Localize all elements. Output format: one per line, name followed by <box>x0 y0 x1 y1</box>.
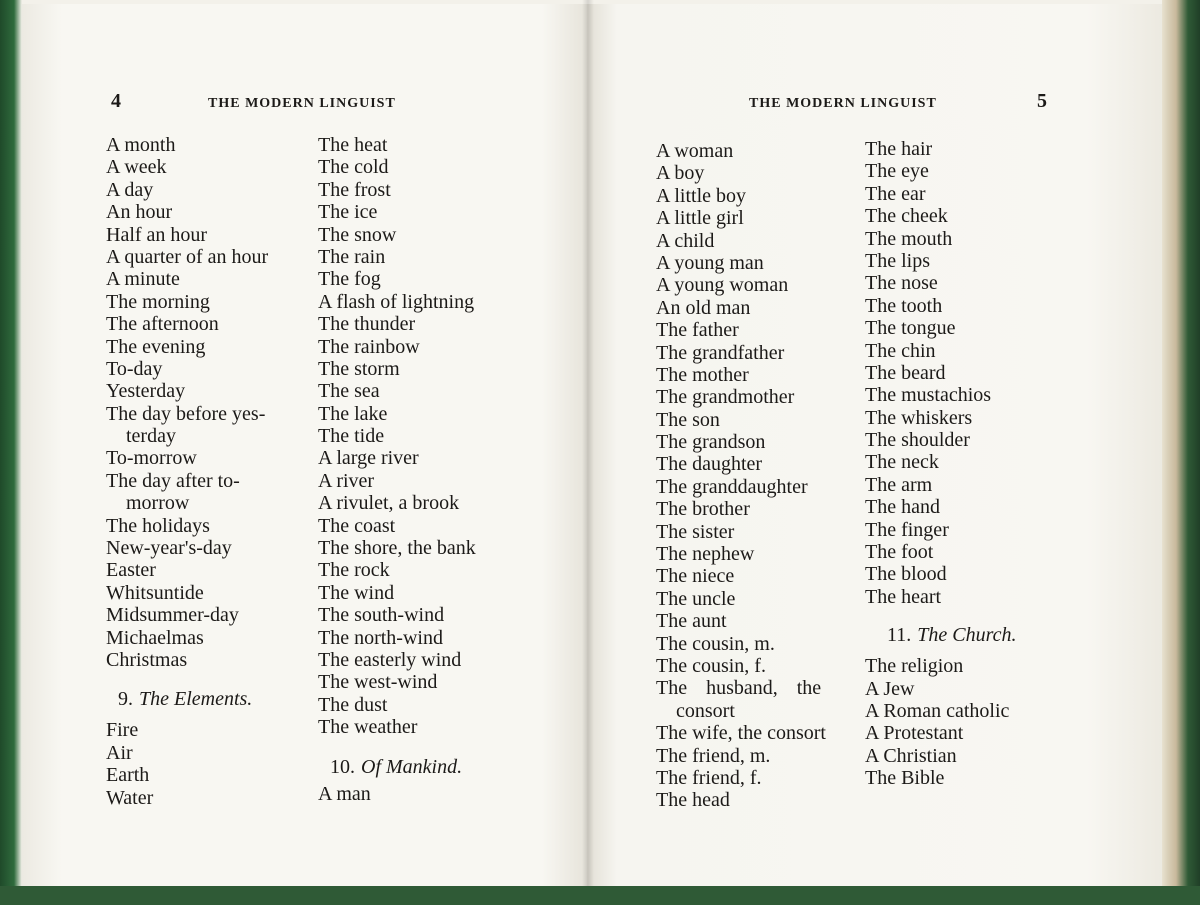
vocab-entry: The cheek <box>865 205 948 228</box>
vocab-entry: The husband, the consort <box>656 677 822 722</box>
left-column-2 <box>318 134 528 805</box>
vocab-entry: A day <box>106 178 154 201</box>
vocab-entry: A large river <box>318 447 419 470</box>
vocab-entry: Air <box>106 741 133 764</box>
vocab-entry: The west-wind <box>318 671 438 694</box>
vocab-entry: The aunt <box>656 610 727 633</box>
vocab-entry: A little girl <box>656 207 744 230</box>
vocab-entry: The sister <box>656 520 735 543</box>
vocab-entry: The sea <box>318 380 380 403</box>
vocab-entry: The rainbow <box>318 335 420 358</box>
vocab-entry: Earth <box>106 764 150 787</box>
vocab-entry: The hair <box>865 138 933 160</box>
vocab-entry: The day after to- morrow <box>106 469 240 515</box>
vocab-entry: The hand <box>865 496 940 519</box>
vocab-entry: The neck <box>865 451 939 474</box>
vocab-entry: The lake <box>318 402 388 425</box>
section-heading-11: 11. The Church. <box>887 624 1017 647</box>
vocab-entry: Yesterday <box>106 380 186 403</box>
vocab-entry: The niece <box>656 565 735 588</box>
vocab-entry: A young woman <box>656 274 789 297</box>
vocab-entry: The ice <box>318 201 378 224</box>
vocab-entry: The dust <box>318 693 388 716</box>
vocab-entry: The brother <box>656 498 750 521</box>
vocab-entry: A Protestant <box>865 722 964 745</box>
section-heading-10: 10. Of Mankind. <box>330 755 463 778</box>
vocab-entry: The chin <box>865 339 936 362</box>
vocab-entry: The morning <box>106 290 210 313</box>
right-column-2 <box>865 138 1065 790</box>
vocab-entry: The easterly wind <box>318 648 462 671</box>
right-running-head: THE MODERN LINGUIST <box>749 96 937 111</box>
vocab-entry: The cousin, m. <box>656 632 775 655</box>
vocab-entry: A woman <box>656 140 734 162</box>
left-running-head: THE MODERN LINGUIST <box>208 96 396 111</box>
cover-bottom <box>0 886 1200 905</box>
vocab-entry: An hour <box>106 201 173 224</box>
vocab-entry: Water <box>106 786 154 809</box>
vocab-entry: The cold <box>318 156 389 179</box>
vocab-entry: The thunder <box>318 313 416 336</box>
vocab-entry: The whiskers <box>865 406 973 429</box>
vocab-entry: The wife, the consort <box>656 722 826 745</box>
vocab-entry: A man <box>318 782 371 805</box>
vocab-entry: Fire <box>106 719 139 742</box>
vocab-entry: The shoulder <box>865 429 970 452</box>
vocab-entry: Michaelmas <box>106 626 204 649</box>
vocab-entry: The eye <box>865 160 929 183</box>
vocab-entry: The shore, the bank <box>318 537 476 560</box>
vocab-entry: The tooth <box>865 294 943 317</box>
vocab-entry: The weather <box>318 716 418 739</box>
vocab-entry: The nose <box>865 272 938 295</box>
vocab-entry: The coast <box>318 514 396 537</box>
vocab-entry: The tongue <box>865 317 956 340</box>
vocab-entry: The grandson <box>656 431 766 454</box>
vocab-entry: The blood <box>865 563 947 586</box>
vocab-entry: A rivulet, a brook <box>318 492 460 515</box>
vocab-entry: A young man <box>656 251 764 274</box>
vocab-entry: An old man <box>656 296 751 319</box>
vocab-entry: The friend, f. <box>656 766 762 789</box>
book-gutter <box>582 0 594 890</box>
vocab-entry: The granddaughter <box>656 475 808 498</box>
vocab-entry: Midsummer-day <box>106 604 239 627</box>
vocab-entry: The ear <box>865 182 926 205</box>
vocab-entry: Christmas <box>106 649 188 672</box>
vocab-entry: A flash of lightning <box>318 290 475 313</box>
vocab-entry: The son <box>656 408 720 431</box>
vocab-entry: Half an hour <box>106 223 208 246</box>
vocab-entry: The holidays <box>106 514 210 537</box>
vocab-entry: The lips <box>865 249 930 272</box>
vocab-entry: A week <box>106 156 167 179</box>
vocab-entry: The mother <box>656 363 749 386</box>
vocab-entry: The afternoon <box>106 313 219 336</box>
vocab-entry: The snow <box>318 223 397 246</box>
vocab-entry: The tide <box>318 425 385 448</box>
vocab-entry: The religion <box>865 655 964 678</box>
vocab-entry: The mustachios <box>865 384 992 407</box>
vocab-entry: The storm <box>318 357 400 380</box>
vocab-entry: Easter <box>106 559 156 582</box>
vocab-entry: The head <box>656 789 730 812</box>
vocab-entry: The south-wind <box>318 604 445 627</box>
vocab-entry: The friend, m. <box>656 744 771 767</box>
vocab-entry: The daughter <box>656 453 763 476</box>
vocab-entry: The grandfather <box>656 341 785 364</box>
vocab-entry: The wind <box>318 581 395 604</box>
vocab-entry: The father <box>656 319 739 342</box>
vocab-entry: The rain <box>318 245 386 268</box>
vocab-entry: A child <box>656 229 715 252</box>
right-column-1 <box>656 140 856 812</box>
left-page-number: 4 <box>111 90 121 112</box>
vocab-entry: The arm <box>865 473 933 496</box>
vocab-entry: To-day <box>106 357 163 380</box>
left-column-1 <box>106 134 306 809</box>
page-edges <box>1162 0 1200 905</box>
vocab-entry: A little boy <box>656 184 746 207</box>
vocab-entry: The heart <box>865 585 942 608</box>
vocab-entry: The heat <box>318 134 388 156</box>
vocab-entry: The uncle <box>656 587 736 610</box>
vocab-entry: The evening <box>106 335 206 358</box>
vocab-entry: The cousin, f. <box>656 654 766 677</box>
vocab-entry: To-morrow <box>106 447 197 470</box>
vocab-entry: The grandmother <box>656 386 795 409</box>
vocab-entry: A boy <box>656 162 705 185</box>
vocab-entry: Whitsuntide <box>106 581 204 604</box>
vocab-entry: The finger <box>865 518 949 541</box>
vocab-entry: The frost <box>318 178 391 201</box>
vocab-entry: A Jew <box>865 677 915 700</box>
vocab-entry: The beard <box>865 361 946 384</box>
vocab-entry: The foot <box>865 541 934 564</box>
right-page-number: 5 <box>1037 90 1047 112</box>
vocab-entry: A month <box>106 134 176 156</box>
vocab-entry: A Christian <box>865 744 957 767</box>
vocab-entry: The north-wind <box>318 626 443 649</box>
vocab-entry: The fog <box>318 268 381 291</box>
vocab-entry: The mouth <box>865 227 953 250</box>
vocab-entry: A river <box>318 469 375 492</box>
vocab-entry: A Roman catholic <box>865 699 1010 722</box>
vocab-entry: The day before yes- terday <box>106 402 266 448</box>
vocab-entry: A minute <box>106 268 180 291</box>
section-heading-9: 9. The Elements. <box>118 688 253 711</box>
vocab-entry: New-year's-day <box>106 537 232 560</box>
vocab-entry: The Bible <box>865 767 945 790</box>
vocab-entry: The nephew <box>656 543 755 566</box>
vocab-entry: The rock <box>318 559 390 582</box>
vocab-entry: A quarter of an hour <box>106 245 269 268</box>
